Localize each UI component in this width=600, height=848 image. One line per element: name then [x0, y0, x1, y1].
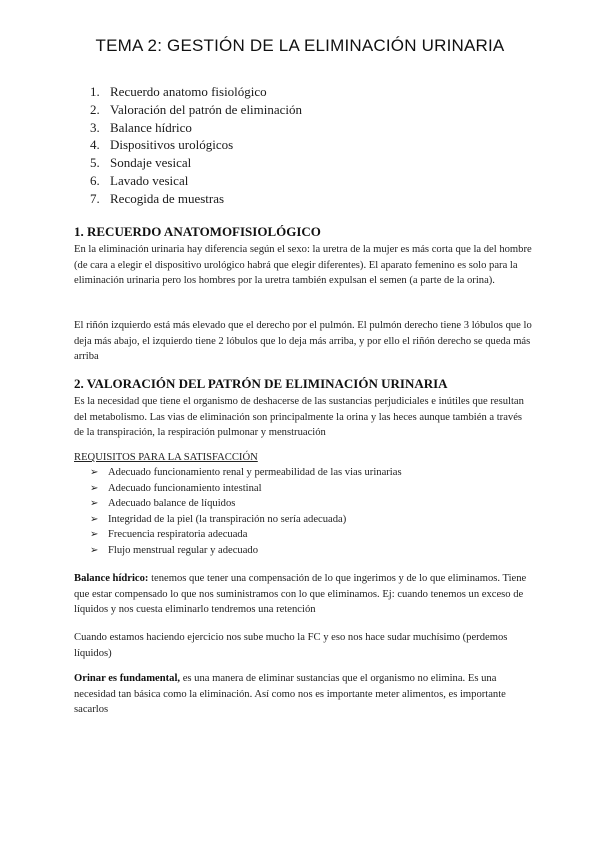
orinar-text: es una manera de eliminar sustancias que el organismo no elimina. Es una necesidad tan básica como la eliminación. Así como nos es importante meter alimentos, es importante sacarlos [74, 673, 506, 716]
list-item [90, 496, 402, 512]
arrow-bullet-icon: ➢ [90, 482, 99, 494]
toc-item-number: 7. [90, 190, 100, 206]
list-item-text: Adecuado funcionamiento intestinal [108, 482, 262, 494]
list-item [90, 512, 402, 528]
page-title: TEMA 2: GESTIÓN DE LA ELIMINACIÓN URINARIA [95, 36, 505, 55]
list-item-text: Frecuencia respiratoria adecuada [108, 529, 248, 540]
toc-item-text: Lavado vesical [110, 172, 189, 188]
toc-item-text: Dispositivos urológicos [110, 137, 234, 153]
section1-paragraph-2: El riñón izquierdo está más elevado que el derecho por el pulmón. El pulmón derecho tiene 3 lóbulos que lo deja más abajo, el izquierdo tiene 2 lóbulos que lo deja más arriba, y por ello el riñón derecho se queda más arriba [74, 320, 532, 363]
toc-item-text: Recogida de muestras [110, 190, 225, 206]
list-item [90, 465, 402, 481]
toc-item [90, 172, 302, 190]
arrow-bullet-icon: ➢ [90, 513, 99, 525]
list-item-text: Adecuado balance de líquidos [108, 498, 236, 509]
toc-item-text: Balance hídrico [110, 119, 192, 135]
list-item [90, 481, 402, 497]
requirements-list [90, 465, 402, 558]
orinar-label: Orinar es fundamental, [74, 673, 181, 684]
toc-item-number: 5. [90, 155, 100, 171]
toc-item [90, 136, 302, 154]
list-item [90, 527, 402, 543]
toc-item-number: 6. [90, 172, 100, 188]
toc-item-text: Valoración del patrón de eliminación [110, 101, 303, 117]
list-item-text: Integridad de la piel (la transpiración no sería adecuada) [108, 513, 347, 525]
toc-item-text: Recuerdo anatomo fisiológico [110, 84, 267, 99]
toc-item-number: 4. [90, 137, 100, 153]
toc-item [90, 119, 302, 137]
arrow-bullet-icon: ➢ [90, 467, 99, 478]
balance-label: Balance hídrico: [74, 573, 149, 584]
section1-paragraph-1: En la eliminación urinaria hay diferencia según el sexo: la uretra de la mujer es más corta que la del hombre (de cara a elegir el dispositivo urológico habrá que elegir diferentes). El aparato femenino es solo para la eliminación urinaria pero los hombres por la uretra también expulsan el semen (a parte de la orina). [74, 244, 532, 287]
list-item [90, 543, 402, 559]
toc-item-number: 2. [90, 101, 100, 117]
toc-item [90, 101, 302, 119]
toc-item-number: 3. [90, 119, 100, 135]
section1-heading: 1. RECUERDO ANATOMOFISIOLÓGICO [74, 224, 321, 239]
list-item-text: Adecuado funcionamiento renal y permeabilidad de las vias urinarias [108, 467, 402, 478]
toc-item [90, 83, 302, 101]
requirements-heading: REQUISITOS PARA LA SATISFACCIÓN [74, 452, 258, 463]
list-item-text: Flujo menstrual regular y adecuado [108, 544, 259, 556]
section2-heading: 2. VALORACIÓN DEL PATRÓN DE ELIMINACIÓN URINARIA [74, 376, 448, 391]
section2-paragraph-1: Es la necesidad que tiene el organismo de deshacerse de las sustancias perjudiciales e inútiles que resultan del metabolismo. Las vias de eliminación son principalmente la orina y las heces aunque también a través de la transpiración, la respiración pulmonar y menstruación [74, 396, 524, 439]
arrow-bullet-icon: ➢ [90, 544, 99, 556]
toc-item [90, 154, 302, 172]
arrow-bullet-icon: ➢ [90, 498, 99, 509]
table-of-contents [90, 83, 302, 208]
orinar-paragraph [74, 671, 534, 718]
balance-text: tenemos que tener una compensación de lo que ingerimos y de lo que eliminamos. Tiene que estar compensado lo que nos suministramos con lo que eliminamos. Ej: cuando tenemos un exceso de líquidos y nos cuesta eliminarlo tendremos una retención [74, 573, 527, 616]
toc-item-number: 1. [90, 84, 100, 99]
arrow-bullet-icon: ➢ [90, 529, 99, 540]
toc-item-text: Sondaje vesical [110, 155, 192, 171]
exercise-paragraph: Cuando estamos haciendo ejercicio nos sube mucho la FC y eso nos hace sudar muchísimo (perdemos líquidos) [74, 632, 508, 659]
toc-item [90, 190, 302, 208]
balance-paragraph [74, 571, 534, 618]
